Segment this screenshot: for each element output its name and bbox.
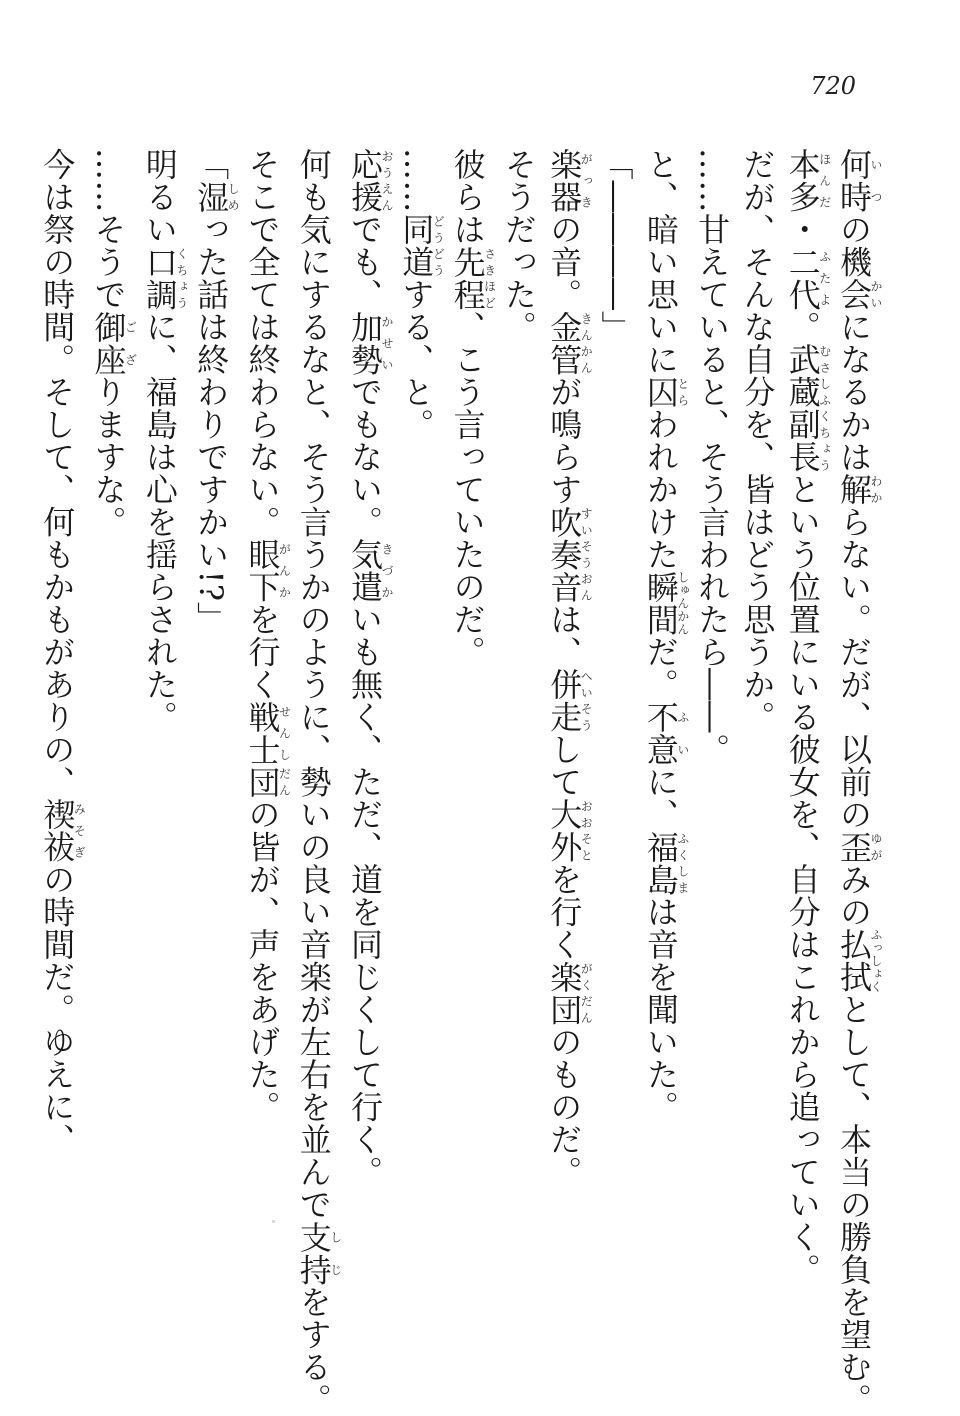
text-run: の機 — [835, 213, 873, 278]
ruby-reading: だん — [277, 765, 292, 798]
ruby-base: 加勢 — [346, 310, 385, 376]
ruby-base: 楽団 — [545, 960, 584, 1026]
text-run: だ。 — [641, 635, 680, 701]
ruby-base: 払拭 — [835, 928, 873, 993]
ruby-word — [545, 148, 594, 213]
ruby-word — [641, 830, 690, 896]
ruby-reading: かい — [869, 278, 883, 311]
text-line — [34, 148, 85, 1308]
ruby-base: 湿 — [192, 180, 231, 213]
text-run: 。 — [783, 310, 822, 343]
text-run: いも無く、ただ、道を同じくして行く。 — [346, 603, 385, 1188]
text-run: に、福島は心を揺らされた。 — [140, 310, 179, 733]
ruby-reading: いつ — [869, 148, 883, 213]
scan-speck — [272, 1220, 275, 1223]
ruby-reading: きづか — [380, 538, 395, 603]
ruby-word — [192, 180, 241, 214]
text-run: を行く — [545, 863, 584, 961]
ruby-reading: しゅんかん — [675, 570, 690, 636]
text-line — [831, 148, 883, 1416]
text-line — [689, 148, 734, 1308]
ruby-word — [243, 700, 292, 766]
ruby-reading: ふたよ — [817, 245, 832, 311]
text-run: という位置にいる彼女を、自分はこれから追っていく。 — [783, 473, 822, 1286]
ruby-reading: ござ — [123, 310, 138, 376]
ruby-word — [641, 700, 690, 766]
ruby-reading: みそぎ — [72, 798, 87, 863]
ruby-reading: おおそと — [579, 798, 594, 863]
ruby-reading: かせい — [380, 310, 395, 376]
ruby-base: 御座 — [89, 310, 128, 376]
ruby-base: 本多 — [783, 148, 822, 213]
text-run: として、本当の勝負を望む。 — [835, 993, 873, 1416]
ruby-word — [545, 960, 594, 1026]
ruby-reading: くちょう — [174, 245, 189, 311]
ruby-base: 何時 — [835, 148, 873, 213]
text-run: は音を聞いた。 — [641, 895, 680, 1123]
text-run: のものだ。 — [545, 1025, 584, 1188]
text-run: に、 — [641, 765, 680, 831]
text-run: ・ — [783, 213, 822, 246]
ruby-reading: すいそうおん — [579, 505, 594, 603]
text-line — [137, 148, 188, 1308]
ruby-word — [545, 798, 594, 863]
ruby-reading: しめ — [226, 180, 241, 213]
ruby-word — [641, 570, 690, 636]
ruby-word — [783, 245, 832, 311]
ruby-word — [835, 830, 883, 864]
ruby-word — [397, 213, 446, 278]
ruby-word — [294, 1220, 343, 1286]
text-run: 明るい — [140, 148, 179, 246]
text-line — [779, 148, 830, 1308]
ruby-reading: せんし — [277, 700, 292, 766]
text-line — [496, 148, 541, 1308]
text-run: になるかは — [835, 310, 873, 473]
text-run: 今は祭の時間。そして、何もかもがありの、 — [38, 148, 77, 798]
text-line — [592, 148, 637, 1308]
ruby-word — [346, 148, 395, 213]
text-line — [85, 148, 136, 1308]
ruby-reading: むさしふくちょう — [817, 343, 832, 473]
ruby-word — [243, 765, 292, 799]
text-run: だが、そんな自分を、皆はどう思うか。 — [738, 148, 777, 733]
ruby-reading: がっき — [579, 148, 594, 213]
ruby-reading: がんか — [277, 538, 292, 603]
vertical-text-body — [34, 148, 883, 1416]
ruby-word — [140, 245, 189, 311]
text-run: ……そうで — [89, 148, 128, 311]
text-run: が鳴らす — [545, 375, 584, 506]
text-run: をする。 — [294, 1285, 333, 1416]
text-run: の時間だ。ゆえに、 — [38, 863, 77, 1156]
ruby-word — [89, 310, 138, 376]
ruby-base: 応援 — [346, 148, 385, 213]
ruby-reading: きんかん — [579, 310, 594, 376]
ruby-word — [545, 505, 594, 604]
text-run: 彼らは — [448, 148, 487, 246]
text-line — [734, 148, 779, 1308]
ruby-base: 眼下 — [243, 538, 282, 603]
ruby-base: 大外 — [545, 798, 584, 863]
text-run: 、こう言っていたのだ。 — [448, 310, 487, 668]
ruby-base: 金管 — [545, 310, 584, 376]
text-run: 何も気にするなと、そう言うかのように、勢いの良い音楽が左右を並んで — [294, 148, 333, 1221]
ruby-word — [783, 343, 832, 473]
text-line — [638, 148, 689, 1308]
text-run: …… — [397, 148, 436, 213]
text-line — [444, 148, 495, 1308]
ruby-word — [346, 310, 395, 376]
ruby-base: 同道 — [397, 213, 436, 278]
text-run: らない。だが、以前の — [835, 505, 873, 831]
text-run: の皆が、声をあげた。 — [243, 798, 282, 1123]
ruby-reading: わか — [869, 473, 883, 506]
text-run: りますな。 — [89, 375, 128, 538]
ruby-base: 会 — [835, 278, 873, 311]
ruby-reading: とら — [675, 375, 690, 408]
ruby-word — [545, 668, 594, 733]
text-run: そうだった。 — [499, 148, 538, 343]
ruby-base: 福島 — [641, 830, 680, 896]
ruby-base: 楽器 — [545, 148, 584, 213]
ruby-base: 併走 — [545, 668, 584, 733]
ruby-base: 武蔵副長 — [783, 343, 822, 473]
ruby-base: 団 — [243, 765, 282, 798]
text-run: と、暗い思いに — [641, 148, 680, 376]
text-run: を行く — [243, 603, 282, 701]
ruby-base: 囚 — [641, 375, 680, 408]
ruby-word — [38, 798, 87, 863]
ruby-base: 吹奏音 — [545, 505, 584, 603]
ruby-word — [243, 538, 292, 603]
text-run: する、と。 — [397, 278, 436, 441]
text-line — [541, 148, 592, 1308]
ruby-base: 二代 — [783, 245, 822, 311]
ruby-base: 戦士 — [243, 700, 282, 766]
ruby-word — [545, 310, 594, 376]
ruby-base: 口調 — [140, 245, 179, 311]
ruby-reading: がくだん — [579, 960, 594, 1026]
text-line — [239, 148, 290, 1308]
ruby-word — [835, 928, 883, 993]
ruby-word — [448, 245, 497, 311]
ruby-word — [641, 375, 690, 409]
ruby-base: 解 — [835, 473, 873, 506]
ruby-reading: ゆが — [869, 830, 883, 863]
ruby-reading: ふくしま — [675, 830, 690, 896]
ruby-base: 気遣 — [346, 538, 385, 603]
page-number: 720 — [810, 72, 856, 100]
text-run: った話は終わりですかい!?」 — [192, 213, 231, 635]
ruby-word — [835, 473, 883, 506]
text-line — [393, 148, 444, 1308]
text-run: でもない。 — [346, 375, 385, 538]
ruby-base: 瞬間 — [641, 570, 680, 636]
ruby-base: 先程 — [448, 245, 487, 311]
text-run: 「――――」 — [596, 148, 635, 343]
ruby-reading: ほんだ — [817, 148, 832, 213]
ruby-reading: さきほど — [482, 245, 497, 311]
text-run: われかけた — [641, 408, 680, 571]
ruby-reading: へいそう — [579, 668, 594, 733]
text-run: の音。 — [545, 213, 584, 311]
text-run: でも、 — [346, 213, 385, 311]
text-line — [290, 148, 343, 1416]
ruby-base: 歪 — [835, 830, 873, 863]
text-run: して — [545, 733, 584, 798]
text-run: は、 — [545, 603, 584, 668]
ruby-reading: ふい — [675, 700, 690, 766]
ruby-reading: しじ — [328, 1220, 343, 1286]
text-run: みの — [835, 863, 873, 928]
text-line — [342, 148, 393, 1308]
ruby-word — [783, 148, 832, 213]
ruby-reading: どうどう — [431, 213, 446, 278]
ruby-base: 禊祓 — [38, 798, 77, 863]
ruby-base: 支持 — [294, 1220, 333, 1286]
ruby-word — [835, 278, 883, 311]
ruby-word — [835, 148, 883, 213]
text-line — [188, 148, 239, 1308]
text-run: 「 — [192, 148, 231, 181]
text-run: ……甘えていると、そう言われたら――。 — [693, 148, 732, 766]
ruby-base: 不意 — [641, 700, 680, 766]
text-run: そこで全ては終わらない。 — [243, 148, 282, 538]
ruby-reading: おうえん — [380, 148, 395, 213]
ruby-word — [346, 538, 395, 603]
ruby-reading: ふっしょく — [869, 928, 883, 993]
